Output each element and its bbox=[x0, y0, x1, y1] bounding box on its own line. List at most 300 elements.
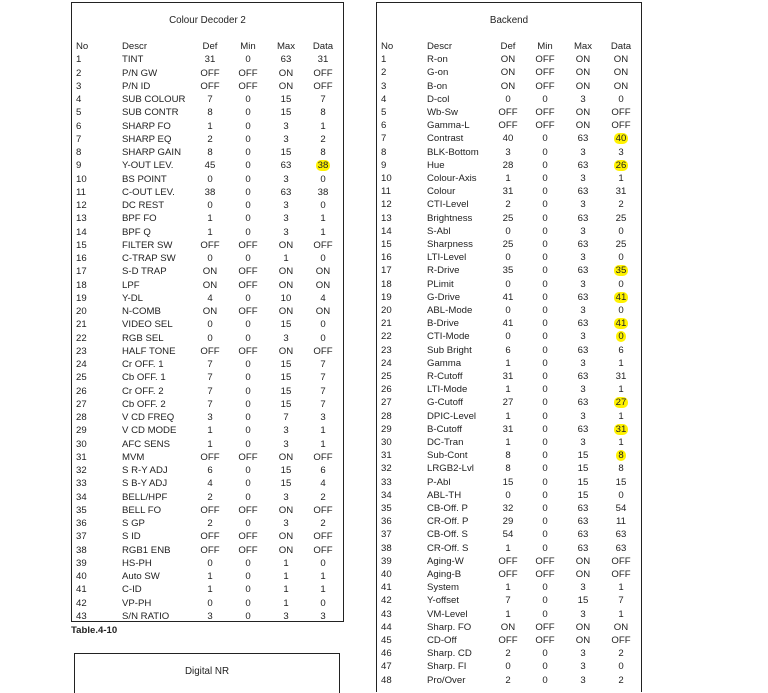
row-number: 2 bbox=[381, 67, 387, 79]
row-min: 0 bbox=[542, 397, 548, 409]
row-default: 8 bbox=[505, 463, 511, 475]
row-number: 31 bbox=[381, 450, 392, 462]
table-row bbox=[377, 146, 641, 159]
row-number: 20 bbox=[76, 306, 87, 317]
row-default: 1 bbox=[505, 357, 511, 369]
row-min: OFF bbox=[238, 306, 258, 317]
row-number: 29 bbox=[381, 423, 392, 435]
row-max: 3 bbox=[283, 332, 289, 344]
row-number: 24 bbox=[381, 357, 392, 369]
row-max: 63 bbox=[577, 344, 589, 356]
row-number: 25 bbox=[76, 372, 87, 384]
table-row bbox=[72, 345, 343, 358]
row-data: 7 bbox=[320, 372, 326, 384]
row-number: 11 bbox=[381, 186, 391, 198]
row-min: OFF bbox=[238, 239, 258, 251]
row-min: 0 bbox=[245, 186, 251, 198]
row-number: 3 bbox=[76, 80, 82, 92]
row-data: 7 bbox=[320, 398, 326, 410]
row-min: 0 bbox=[542, 146, 548, 158]
row-default: 1 bbox=[505, 542, 511, 554]
row-data: 2 bbox=[618, 648, 624, 660]
row-max: ON bbox=[575, 120, 591, 132]
table-row bbox=[72, 106, 343, 119]
row-max: 1 bbox=[283, 584, 289, 596]
row-description: Wb-Sw bbox=[427, 107, 458, 118]
row-description: Brightness bbox=[427, 212, 473, 224]
row-description: BS POINT bbox=[122, 173, 167, 185]
row-number: 35 bbox=[381, 503, 392, 514]
row-max: 15 bbox=[280, 465, 292, 476]
row-default: 28 bbox=[502, 159, 514, 171]
row-max: ON bbox=[278, 504, 294, 516]
row-max: 15 bbox=[577, 595, 589, 607]
row-min: 0 bbox=[245, 200, 251, 211]
row-max: 15 bbox=[577, 463, 589, 475]
table-row bbox=[377, 436, 641, 449]
row-data: 1 bbox=[618, 582, 624, 594]
highlighted-value: 26 bbox=[615, 159, 627, 171]
row-data: 0 bbox=[320, 319, 326, 331]
row-number: 20 bbox=[381, 305, 392, 316]
row-description: Gamma-L bbox=[427, 120, 470, 132]
row-default: ON bbox=[500, 67, 516, 79]
row-description: G-Drive bbox=[427, 291, 461, 303]
row-max: 63 bbox=[577, 159, 589, 171]
row-min: 0 bbox=[245, 120, 251, 132]
row-min: 0 bbox=[542, 239, 548, 250]
row-max: ON bbox=[278, 306, 294, 317]
row-default: 0 bbox=[505, 278, 511, 290]
table-title: Digital NR bbox=[184, 666, 230, 677]
row-number: 1 bbox=[76, 54, 82, 66]
row-default: 0 bbox=[207, 597, 213, 609]
row-description: MVM bbox=[122, 451, 145, 463]
row-data: 4 bbox=[320, 478, 326, 490]
row-number: 44 bbox=[381, 621, 392, 633]
row-description: LPF bbox=[122, 279, 140, 291]
table-row bbox=[72, 120, 343, 133]
row-data: 1 bbox=[320, 438, 326, 450]
row-description: S-D TRAP bbox=[122, 266, 167, 278]
row-min: 0 bbox=[245, 107, 251, 119]
row-default: OFF bbox=[200, 345, 220, 357]
row-min: 0 bbox=[245, 94, 251, 105]
table-title: Backend bbox=[489, 15, 529, 26]
row-default: OFF bbox=[200, 67, 220, 79]
row-data: 1 bbox=[618, 384, 624, 396]
row-default: OFF bbox=[498, 555, 518, 567]
row-data: 6 bbox=[320, 465, 326, 476]
row-data: OFF bbox=[313, 451, 333, 463]
row-max: 15 bbox=[280, 372, 292, 384]
row-max: ON bbox=[575, 635, 591, 646]
row-default: 4 bbox=[207, 292, 213, 304]
row-default: 27 bbox=[502, 397, 514, 409]
row-data: OFF bbox=[313, 345, 333, 357]
row-number: 26 bbox=[381, 384, 392, 396]
row-default: 31 bbox=[502, 186, 514, 198]
table-row bbox=[72, 186, 343, 199]
row-max: 63 bbox=[577, 265, 589, 277]
row-default: OFF bbox=[200, 239, 220, 251]
row-default: 0 bbox=[207, 557, 213, 569]
row-data: 31 bbox=[317, 54, 329, 66]
row-max: ON bbox=[575, 67, 591, 79]
table-row bbox=[377, 357, 641, 370]
row-description: LRGB2-Lvl bbox=[427, 463, 474, 475]
table-row bbox=[377, 119, 641, 132]
table-row bbox=[72, 504, 343, 517]
table-row bbox=[377, 225, 641, 238]
row-number: 8 bbox=[76, 147, 82, 158]
header-def: Def bbox=[202, 41, 218, 52]
row-number: 45 bbox=[381, 635, 392, 646]
row-min: 0 bbox=[542, 410, 548, 422]
row-description: Sharp. FI bbox=[427, 661, 467, 673]
row-description: Aging-W bbox=[427, 555, 464, 567]
row-max: 15 bbox=[280, 94, 292, 105]
row-default: ON bbox=[500, 54, 516, 66]
header-max: Max bbox=[276, 41, 296, 52]
row-description: VIDEO SEL bbox=[122, 319, 173, 331]
row-min: OFF bbox=[535, 569, 555, 580]
row-data: 0 bbox=[618, 225, 624, 237]
row-max: ON bbox=[278, 67, 294, 79]
row-data: 3 bbox=[618, 146, 624, 158]
row-data: OFF bbox=[313, 504, 333, 516]
table-row bbox=[377, 132, 641, 145]
row-data bbox=[603, 330, 639, 343]
row-min: 0 bbox=[245, 332, 251, 344]
row-number: 19 bbox=[76, 292, 87, 304]
highlighted-value: 8 bbox=[618, 450, 624, 462]
row-description: Colour bbox=[427, 186, 456, 198]
row-description: V CD FREQ bbox=[122, 412, 175, 423]
row-number: 5 bbox=[76, 107, 82, 119]
row-description: G-on bbox=[427, 67, 449, 79]
row-data: ON bbox=[613, 67, 629, 79]
row-data: 2 bbox=[320, 491, 326, 503]
row-max: 7 bbox=[283, 412, 289, 423]
row-data bbox=[603, 264, 639, 277]
row-max: 63 bbox=[577, 186, 589, 198]
row-description: D-col bbox=[427, 93, 450, 105]
row-min: 0 bbox=[245, 292, 251, 304]
header-no: No bbox=[76, 41, 89, 52]
row-data: 31 bbox=[615, 371, 627, 382]
row-max: 3 bbox=[580, 199, 586, 211]
row-min: OFF bbox=[238, 279, 258, 291]
row-default: OFF bbox=[200, 544, 220, 556]
table-row bbox=[377, 304, 641, 317]
row-max: 63 bbox=[280, 186, 292, 198]
row-number: 13 bbox=[76, 213, 87, 225]
row-description: TINT bbox=[122, 54, 144, 66]
row-number: 37 bbox=[381, 529, 392, 541]
table-row bbox=[377, 396, 641, 409]
row-min: OFF bbox=[535, 54, 555, 66]
row-min: 0 bbox=[542, 291, 548, 303]
row-description: S ID bbox=[122, 531, 141, 543]
row-default: OFF bbox=[200, 80, 220, 92]
row-description: BPF Q bbox=[122, 226, 151, 238]
row-max: 15 bbox=[280, 147, 292, 158]
row-default: 0 bbox=[207, 200, 213, 211]
row-data: 7 bbox=[320, 94, 326, 105]
table-row bbox=[72, 358, 343, 371]
row-default: 0 bbox=[505, 331, 511, 343]
row-min: 0 bbox=[245, 425, 251, 437]
table-row bbox=[72, 544, 343, 557]
row-number: 43 bbox=[381, 608, 392, 620]
row-number: 39 bbox=[381, 555, 392, 567]
row-max: 63 bbox=[577, 542, 589, 554]
table-row bbox=[72, 464, 343, 477]
row-min: 0 bbox=[245, 385, 251, 397]
row-default: 31 bbox=[502, 371, 514, 382]
row-min: OFF bbox=[238, 544, 258, 556]
row-data: 8 bbox=[320, 147, 326, 158]
row-max: ON bbox=[278, 266, 294, 278]
table-row bbox=[377, 264, 641, 277]
table-row bbox=[72, 265, 343, 278]
row-max: 1 bbox=[283, 597, 289, 609]
table-row bbox=[377, 53, 641, 66]
row-min: 0 bbox=[542, 516, 548, 528]
table-row bbox=[377, 542, 641, 555]
row-data: OFF bbox=[611, 569, 631, 580]
row-description: Cb OFF. 1 bbox=[122, 372, 166, 384]
row-default: 1 bbox=[505, 582, 511, 594]
row-default: OFF bbox=[498, 107, 518, 118]
row-max: 3 bbox=[283, 213, 289, 225]
row-data: 63 bbox=[615, 529, 627, 541]
row-data: 4 bbox=[320, 292, 326, 304]
table-row bbox=[377, 674, 641, 687]
row-data: ON bbox=[613, 621, 629, 633]
row-data: 38 bbox=[317, 186, 329, 198]
row-description: VP-PH bbox=[122, 597, 152, 609]
row-data: ON bbox=[315, 266, 331, 278]
row-number: 21 bbox=[76, 319, 87, 331]
row-data: 25 bbox=[615, 212, 627, 224]
row-number: 34 bbox=[76, 491, 87, 503]
row-description: S-Abl bbox=[427, 225, 451, 237]
row-data: 0 bbox=[618, 278, 624, 290]
row-description: CTI-Mode bbox=[427, 331, 470, 343]
table-row bbox=[377, 489, 641, 502]
row-max: 63 bbox=[577, 397, 589, 409]
row-number: 10 bbox=[381, 173, 392, 184]
row-number: 26 bbox=[76, 385, 87, 397]
row-description: Aging-B bbox=[427, 569, 462, 580]
row-data: 1 bbox=[320, 226, 326, 238]
table-row bbox=[72, 477, 343, 490]
row-description: SUB CONTR bbox=[122, 107, 179, 119]
row-description: Sub Bright bbox=[427, 344, 472, 356]
row-min: 0 bbox=[245, 557, 251, 569]
table-row bbox=[72, 570, 343, 583]
row-min: 0 bbox=[245, 571, 251, 582]
row-data: 0 bbox=[320, 332, 326, 344]
row-default: 1 bbox=[207, 213, 213, 225]
row-data: 31 bbox=[615, 186, 627, 198]
row-min: OFF bbox=[238, 531, 258, 543]
header-descr: Descr bbox=[122, 41, 148, 52]
table-row bbox=[377, 634, 641, 647]
row-description: BLK-Bottom bbox=[427, 146, 479, 158]
row-number: 5 bbox=[381, 107, 387, 118]
row-description: R-Cutoff bbox=[427, 371, 463, 382]
row-number: 17 bbox=[381, 265, 392, 277]
row-min: 0 bbox=[542, 489, 548, 501]
row-min: 0 bbox=[542, 344, 548, 356]
row-min: OFF bbox=[535, 67, 555, 79]
row-max: 3 bbox=[580, 225, 586, 237]
row-description: B-Cutoff bbox=[427, 423, 463, 435]
row-max: 3 bbox=[580, 661, 586, 673]
row-description: RGB SEL bbox=[122, 332, 164, 344]
row-max: 3 bbox=[580, 648, 586, 660]
row-number: 23 bbox=[76, 345, 87, 357]
row-max: 63 bbox=[577, 503, 589, 514]
row-max: 15 bbox=[577, 476, 589, 488]
highlighted-value: 38 bbox=[317, 160, 329, 172]
table-row bbox=[377, 568, 641, 581]
row-min: 0 bbox=[245, 253, 251, 264]
table-row bbox=[377, 251, 641, 264]
row-number: 19 bbox=[381, 291, 392, 303]
row-min: 0 bbox=[245, 610, 251, 622]
row-number: 15 bbox=[76, 239, 87, 251]
row-number: 32 bbox=[381, 463, 392, 475]
row-description: Sharpness bbox=[427, 239, 473, 250]
row-default: 1 bbox=[207, 425, 213, 437]
row-default: 0 bbox=[207, 319, 213, 331]
row-number: 42 bbox=[76, 597, 87, 609]
row-default: 8 bbox=[505, 450, 511, 462]
row-number: 1 bbox=[381, 54, 387, 66]
row-default: 2 bbox=[207, 491, 213, 503]
table-row bbox=[377, 410, 641, 423]
row-description: LTI-Mode bbox=[427, 384, 468, 396]
row-default: 15 bbox=[502, 476, 514, 488]
row-data: 0 bbox=[618, 252, 624, 264]
table-row bbox=[377, 291, 641, 304]
row-max: 63 bbox=[577, 371, 589, 382]
row-number: 14 bbox=[381, 225, 392, 237]
row-max: ON bbox=[575, 54, 591, 66]
row-number: 36 bbox=[76, 518, 87, 529]
row-min: 0 bbox=[245, 160, 251, 172]
row-data bbox=[305, 159, 341, 172]
row-min: OFF bbox=[535, 635, 555, 646]
row-data bbox=[603, 396, 639, 409]
row-min: 0 bbox=[542, 371, 548, 382]
row-min: OFF bbox=[535, 80, 555, 92]
row-default: 0 bbox=[505, 93, 511, 105]
row-data: 2 bbox=[320, 518, 326, 529]
row-data: 3 bbox=[320, 610, 326, 622]
row-default: 6 bbox=[505, 344, 511, 356]
row-max: 3 bbox=[283, 610, 289, 622]
row-default: 1 bbox=[207, 120, 213, 132]
row-data: 25 bbox=[615, 239, 627, 250]
row-min: OFF bbox=[238, 504, 258, 516]
table-row bbox=[72, 199, 343, 212]
row-description: HS-PH bbox=[122, 557, 152, 569]
row-max: 63 bbox=[280, 160, 292, 172]
row-max: 3 bbox=[580, 331, 586, 343]
row-default: 2 bbox=[505, 674, 511, 686]
row-min: 0 bbox=[245, 518, 251, 529]
row-number: 7 bbox=[381, 133, 387, 145]
backend-table bbox=[376, 2, 642, 692]
row-default: 32 bbox=[502, 503, 514, 514]
row-data: 3 bbox=[320, 412, 326, 423]
row-min: OFF bbox=[238, 67, 258, 79]
row-number: 40 bbox=[381, 569, 392, 580]
row-data: 1 bbox=[618, 608, 624, 620]
row-default: ON bbox=[500, 621, 516, 633]
row-description: C-OUT LEV. bbox=[122, 186, 175, 198]
row-number: 6 bbox=[381, 120, 387, 132]
header-data: Data bbox=[312, 41, 334, 52]
row-max: 3 bbox=[580, 305, 586, 316]
row-max: 15 bbox=[280, 385, 292, 397]
highlighted-value: 41 bbox=[615, 291, 627, 303]
table-row bbox=[377, 528, 641, 541]
table-row bbox=[72, 292, 343, 305]
row-number: 48 bbox=[381, 674, 392, 686]
row-min: 0 bbox=[542, 265, 548, 277]
row-description: S/N RATIO bbox=[122, 610, 170, 622]
row-description: Cb OFF. 2 bbox=[122, 398, 166, 410]
row-description: P/N GW bbox=[122, 67, 158, 79]
row-default: 2 bbox=[505, 199, 511, 211]
row-max: 3 bbox=[580, 582, 586, 594]
row-min: 0 bbox=[245, 54, 251, 66]
table-row bbox=[72, 159, 343, 172]
row-min: 0 bbox=[542, 503, 548, 514]
table-row bbox=[72, 67, 343, 80]
table-row bbox=[72, 93, 343, 106]
row-min: 0 bbox=[245, 147, 251, 158]
table-row bbox=[377, 278, 641, 291]
table-row bbox=[72, 517, 343, 530]
row-default: 7 bbox=[207, 372, 213, 384]
row-min: 0 bbox=[245, 438, 251, 450]
row-default: 0 bbox=[207, 173, 213, 185]
row-number: 30 bbox=[381, 437, 392, 448]
row-description: S B-Y ADJ bbox=[122, 478, 168, 490]
row-max: 3 bbox=[283, 200, 289, 211]
table-row bbox=[72, 411, 343, 424]
table-row bbox=[72, 173, 343, 186]
row-number: 10 bbox=[76, 173, 87, 185]
header-no: No bbox=[381, 41, 394, 52]
row-number: 30 bbox=[76, 438, 87, 450]
row-default: OFF bbox=[498, 635, 518, 646]
row-min: 0 bbox=[245, 359, 251, 370]
row-min: OFF bbox=[535, 120, 555, 132]
row-description: CD-Off bbox=[427, 635, 457, 646]
table-row bbox=[72, 451, 343, 464]
row-data: 6 bbox=[618, 344, 624, 356]
table-row bbox=[72, 305, 343, 318]
row-max: 63 bbox=[577, 423, 589, 435]
